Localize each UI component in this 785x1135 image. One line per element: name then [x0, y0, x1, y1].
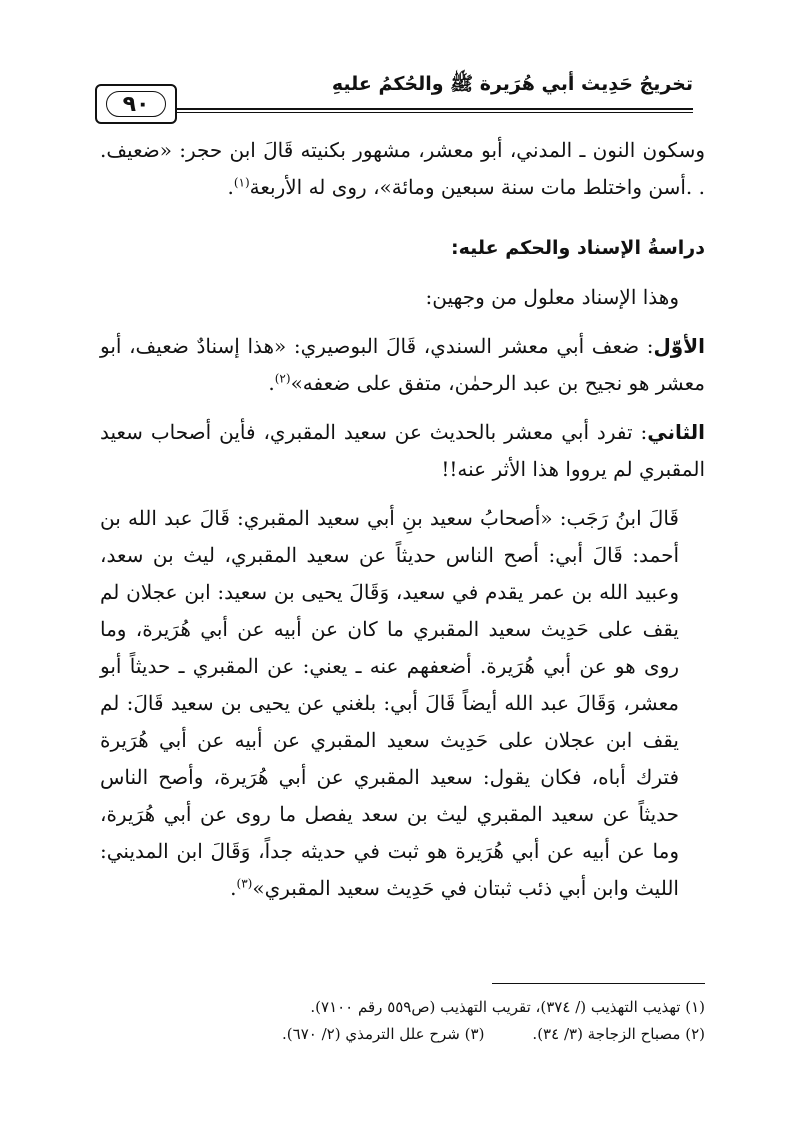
header-rule-thin — [95, 112, 693, 113]
paragraph: الأوّل: ضعف أبي معشر السندي، قَالَ البوصيري: «هذا إسنادٌ ضعيف، أبو معشر هو نجيح بن عبد الرحمٰن، متفق على ضعفه»$^{(٢)}$. — [100, 334, 705, 395]
section-heading: دراسةُ الإسناد والحكم عليه: — [451, 237, 705, 259]
header-rule — [95, 108, 693, 110]
footnote-row — [100, 994, 705, 1021]
paragraph-text: قَالَ ابنُ رَجَب: «أصحابُ سعيد بنِ أبي سعيد المقبري: قَالَ عبد الله بن أحمد: قَالَ أبي: أصح الناس حديثاً عن سعيد المقبري، ليث بن سعد، وعبيد الله بن عمر يقدم في سعيد، وَقَالَ يحيى بن سعيد: ابن عجلان لم يقف على حَدِيث سعيد المقبري ما كان عن أبيه عن أبي هُرَيرة، وما روى هو عن أبي هُرَيرة. أضعفهم عنه ـ يعني: عن المقبري ـ حديثاً أبو معشر، وَقَالَ عبد الله أيضاً قَالَ أبي: بلغني عن يحيى بن سعيد قَالَ: لم يقف ابن عجلان على حَدِيث سعيد المقبري عن أبيه عن أبي هُرَيرة فترك أباه، فكان يقول: سعيد المقبري عن أبي هُرَيرة، وأصح الناس حديثاً عن سعيد المقبري ليث بن سعد يفصل ما روى عن أبي هُرَيرة، وما عن أبيه عن أبي هُرَيرة هو ثبت في حديثه جداً، وَقَالَ ابن المديني: الليث وابن أبي ذئب ثبتان في حَدِيث سعيد المقبري» — [100, 506, 679, 900]
main-text — [100, 132, 705, 907]
footnote-row — [100, 1021, 705, 1048]
paragraph-text: : ضعف أبي معشر السندي، قَالَ البوصيري: «هذا إسنادٌ ضعيف، أبو معشر هو نجيح بن عبد الرحمٰن، متفق على ضعفه» — [100, 334, 705, 395]
paragraph: وهذا الإسناد معلول من وجهين: — [425, 285, 679, 309]
footnote-rule — [492, 983, 705, 984]
paragraph-text: : تفرد أبي معشر بالحديث عن سعيد المقبري، فأين أصحاب سعيد المقبري لم يرووا هذا الأثر عنه!! — [100, 420, 705, 481]
paragraph: قَالَ ابنُ رَجَب: «أصحابُ سعيد بنِ أبي سعيد المقبري: قَالَ عبد الله بن أحمد: قَالَ أبي: أصح الناس حديثاً عن سعيد المقبري، ليث بن سعد، وعبيد الله بن عمر يقدم في سعيد، وَقَالَ يحيى بن سعيد: ابن عجلان لم يقف على حَدِيث سعيد المقبري ما كان عن أبيه عن أبي هُرَيرة، وما روى هو عن أبي هُرَيرة. أضعفهم عنه ـ يعني: عن المقبري ـ حديثاً أبو معشر، وَقَالَ عبد الله أيضاً قَالَ أبي: بلغني عن يحيى بن سعيد قَالَ: لم يقف ابن عجلان على حَدِيث سعيد المقبري عن أبيه عن أبي هُرَيرة فترك أباه، فكان يقول: سعيد المقبري عن أبي هُرَيرة، وأصح الناس حديثاً عن سعيد المقبري ليث بن سعد يفصل ما روى عن أبي هُرَيرة، وما عن أبيه عن أبي هُرَيرة هو ثبت في حديثه جداً، وَقَالَ ابن المديني: الليث وابن أبي ذئب ثبتان في حَدِيث سعيد المقبري»$^{(٣)}$. — [100, 506, 679, 900]
footnote: (٣) شرح علل الترمذي (٢/ ٦٧٠). — [282, 1025, 485, 1043]
page-number-box — [95, 84, 177, 124]
paragraph-lead: الثاني — [647, 420, 705, 444]
page-number: ٩٠ — [122, 91, 150, 117]
paragraph: وسكون النون ـ المدني، أبو معشر، مشهور بكنيته قَالَ ابن حجر: «ضعيف. . .أسن واختلط مات سنة سبعين ومائة»، روى له الأربعة$^{(١)}$. — [100, 138, 705, 199]
footnotes — [100, 994, 705, 1048]
running-title: تخريجُ حَدِيث أبي هُرَيرة ﷺ والحُكمُ عليهِ — [331, 73, 693, 95]
footnote-ref: (١) — [233, 175, 250, 190]
footnote: (١) تهذيب التهذيب (/ ٣٧٤)، تقريب التهذيب (ص٥٥٩ رقم ٧١٠٠). — [310, 998, 705, 1016]
footnote-ref: (٣) — [236, 876, 253, 891]
page-number-frame — [106, 91, 166, 117]
page-header — [95, 72, 693, 117]
paragraph — [100, 414, 705, 488]
footnote: (٢) مصباح الزجاجة (٣/ ٣٤). — [532, 1025, 705, 1043]
footnote-ref: (٢) — [274, 371, 291, 386]
paragraph-text: وسكون النون ـ المدني، أبو معشر، مشهور بكنيته قَالَ ابن حجر: «ضعيف. . .أسن واختلط مات سنة سبعين ومائة»، روى له الأربعة — [100, 138, 705, 199]
paragraph-lead: الأوّل — [653, 334, 705, 358]
